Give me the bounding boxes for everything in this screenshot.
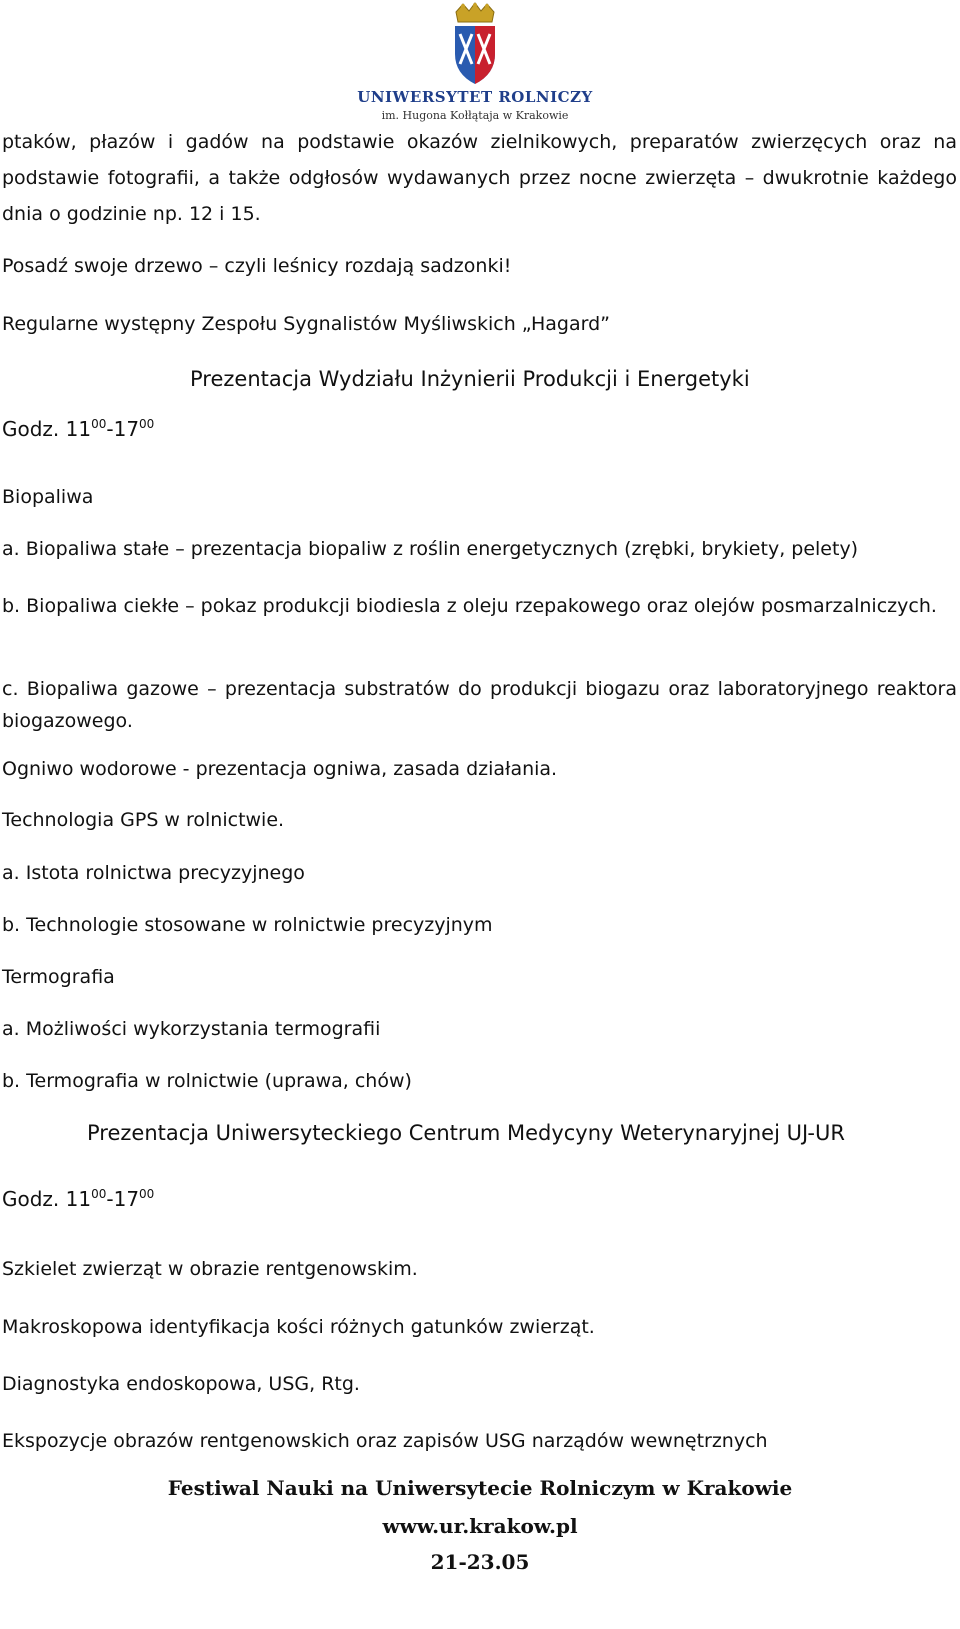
plant-tree-line: Posadź swoje drzewo – czyli leśnicy rozdają sadzonki! bbox=[2, 255, 512, 277]
biofuels-item-b: b. Biopaliwa ciekłe – pokaz produkcji biodiesla z oleju rzepakowego oraz olejów posmarzalniczych. bbox=[2, 595, 937, 617]
logo-university-name: UNIWERSYTET ROLNICZY bbox=[357, 88, 593, 106]
thermography-item-b: b. Termografia w rolnictwie (uprawa, chów) bbox=[2, 1070, 412, 1092]
gps-item-b: b. Technologie stosowane w rolnictwie precyzyjnym bbox=[2, 914, 493, 936]
footer-dates: 21-23.05 bbox=[430, 1550, 530, 1574]
exhibition-line: Ekspozycje obrazów rentgenowskich oraz zapisów USG narządów wewnętrznych bbox=[2, 1430, 768, 1452]
thermography-heading: Termografia bbox=[2, 966, 115, 988]
skeleton-line: Szkielet zwierząt w obrazie rentgenowskim. bbox=[2, 1258, 418, 1280]
gps-heading: Technologia GPS w rolnictwie. bbox=[2, 809, 285, 831]
thermography-item-a: a. Możliwości wykorzystania termografii bbox=[2, 1018, 381, 1040]
hours-line-1: Godz. $11^{00}-17^{00}$ bbox=[2, 417, 155, 441]
logo-university-subtitle: im. Hugona Kołłątaja w Krakowie bbox=[381, 109, 569, 122]
biofuels-item-c: c. Biopaliwa gazowe – prezentacja substratów do produkcji biogazu oraz laboratoryjnego reaktora biogazowego. bbox=[2, 678, 957, 732]
intro-paragraph: ptaków, płazów i gadów na podstawie okazów zielnikowych, preparatów zwierzęcych oraz na podstawie fotografii, a także odgłosów wydawanych przez nocne zwierzęta – dwukrotnie każdego dnia o godzinie np. 12 i 15. bbox=[2, 131, 957, 225]
university-logo bbox=[350, 2, 610, 124]
gps-item-a: a. Istota rolnictwa precyzyjnego bbox=[2, 862, 305, 884]
footer-url: www.ur.krakow.pl bbox=[382, 1514, 578, 1538]
diagnostics-line: Diagnostyka endoskopowa, USG, Rtg. bbox=[2, 1373, 360, 1395]
fuel-cell-line: Ogniwo wodorowe - prezentacja ogniwa, zasada działania. bbox=[2, 758, 558, 780]
section-title-energetics: Prezentacja Wydziału Inżynierii Produkcji i Energetyki bbox=[190, 367, 750, 391]
hagard-line: Regularne występny Zespołu Sygnalistów Myśliwskich „Hagard” bbox=[2, 313, 610, 335]
footer-festival: Festiwal Nauki na Uniwersytecie Rolniczym w Krakowie bbox=[167, 1476, 793, 1500]
biofuels-heading: Biopaliwa bbox=[2, 486, 94, 508]
biofuels-item-a: a. Biopaliwa stałe – prezentacja biopaliw z roślin energetycznych (zrębki, brykiety, pelety) bbox=[2, 538, 859, 560]
crest-icon bbox=[450, 2, 500, 86]
hours-line-2: Godz. $11^{00}-17^{00}$ bbox=[2, 1187, 155, 1211]
section-title-veterinary: Prezentacja Uniwersyteckiego Centrum Medycyny Weterynaryjnej UJ-UR bbox=[87, 1121, 845, 1145]
bones-line: Makroskopowa identyfikacja kości różnych gatunków zwierząt. bbox=[2, 1316, 595, 1338]
